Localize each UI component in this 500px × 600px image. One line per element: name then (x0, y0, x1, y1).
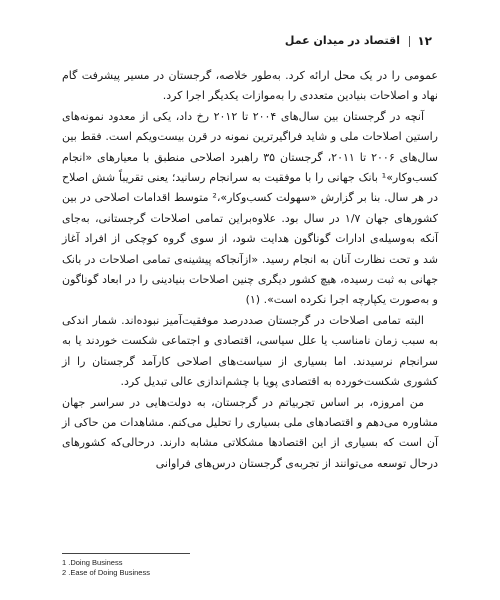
footnotes (62, 558, 362, 578)
paragraph: البته تمامی اصلاحات در گرجستان صددرصد موفقیت‌آمیز نبوده‌اند. شمار اندکی به سبب زمان نامناسب یا علل سیاسی، اقتصادی و اجتماعی شکست خوردند یا به سرانجام نرسیدند. اما بسیاری از سیاست‌های اصلاحی کارآمد گرجستان را از کشوری شکست‌خورده به اقتصادی پویا با چشم‌اندازی عالی تبدیل کرد. (62, 313, 438, 389)
paragraph: عمومی را در یک محل ارائه کرد. به‌طور خلاصه، گرجستان در مسیر پیشرفت گام نهاد و اصلاحات بنیادین متعددی را به‌موازات یکدیگر اجرا کرد. (62, 69, 438, 103)
footnote: 1 .Doing Business (62, 558, 123, 567)
paragraph: من امروزه، بر اساس تجربیاتم در گرجستان، به دولت‌هایی در سراسر جهان مشاوره می‌دهم و اقتصادهای ملی بسیاری را تحلیل می‌کنم. مشاهدات من حاکی از آن است که بسیاری از این اقتصادها مشکلاتی مشابه دارند. درحالی‌که کشورهای درحال توسعه می‌توانند از تجربه‌ی گرجستان درس‌های فراوانی (62, 395, 438, 470)
body-text (62, 66, 438, 474)
page-number: ۱۲ (417, 34, 432, 48)
running-title: اقتصاد در میدان عمل (284, 34, 400, 47)
footnote: 2 .Ease of Doing Business (62, 568, 150, 577)
footnote-divider (62, 553, 190, 554)
page-header (0, 34, 500, 54)
paragraph: آنچه در گرجستان بین سال‌های ۲۰۰۴ تا ۲۰۱۲ رخ داد، یکی از معدود نمونه‌های راستین اصلاحات ملی و شاید فراگیرترین نمونه در قرن بیست‌ویکم است. فقط بین سال‌های ۲۰۰۶ تا ۲۰۱۱، گرجستان ۳۵ راهبرد اصلاحی منطبق با معیارهای «انجام کسب‌وکار»¹ بانک جهانی را با موفقیت به سرانجام رسانید؛ یعنی تقریباً شش اصلاح در هر سال. بنا بر گزارش «سهولت کسب‌وکار»،² متوسط اقدامات اصلاحی در بین کشورهای جهان ۱/۷ در سال بود. علاوه‌براین تمامی اصلاحات گرجستانی، به‌جای آنکه به‌وسیله‌ی ادارات گوناگون هدایت شود، از سوی گروه کوچکی از افراد آغاز شد و تحت نظارت آنان به انجام رسید. «ازآنجاکه پیشینه‌ی تمامی اصلاحات در بانک جهانی به ثبت رسیده، هیچ کشور دیگری چنین اصلاحات بنیادینی را در ابعاد گوناگون و به‌صورت یکپارچه اجرا نکرده است». (۱) (62, 109, 438, 307)
header-divider (409, 36, 410, 47)
